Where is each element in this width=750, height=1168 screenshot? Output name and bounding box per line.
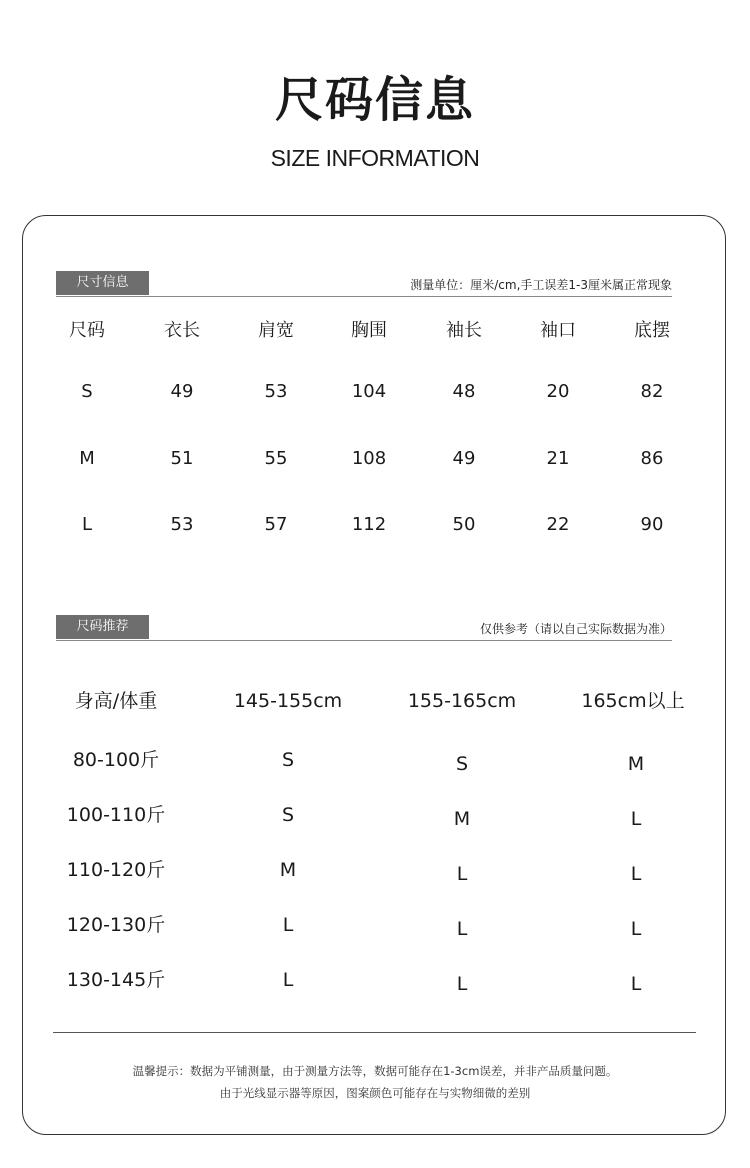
recommend-size-cell: S <box>455 753 469 775</box>
size-table-cell: 90 <box>640 514 664 535</box>
recommend-size-cell: M <box>453 808 471 830</box>
size-table-header: 衣长 <box>164 320 200 341</box>
size-info-tag: 尺寸信息 <box>56 271 149 295</box>
recommend-size-cell: S <box>281 804 295 826</box>
page-title: 尺码信息 <box>274 72 475 128</box>
size-table-cell: 21 <box>546 448 570 469</box>
measurement-note: 测量单位：厘米/cm,手工误差1-3厘米属正常现象 <box>410 278 672 292</box>
size-table-cell: 57 <box>264 514 288 535</box>
recommend-size-cell: L <box>630 863 642 885</box>
footer-divider <box>53 1032 696 1033</box>
size-table-cell: 48 <box>452 381 476 402</box>
size-table-cell: M <box>79 448 95 469</box>
size-table-cell: 112 <box>351 514 387 535</box>
page-subtitle: SIZE INFORMATION <box>270 145 480 171</box>
size-table-header: 袖长 <box>446 320 482 341</box>
size-table-cell: L <box>81 514 93 535</box>
size-table-cell: 53 <box>264 381 288 402</box>
size-table-cell: 22 <box>546 514 570 535</box>
divider <box>56 296 672 297</box>
size-table-cell: 50 <box>452 514 476 535</box>
size-table-cell: 49 <box>452 448 476 469</box>
recommend-table-header: 155-165cm <box>407 690 517 712</box>
size-table-cell: 20 <box>546 381 570 402</box>
recommend-table-header: 145-155cm <box>233 690 343 712</box>
recommend-size-cell: S <box>281 749 295 771</box>
size-table-cell: 51 <box>170 448 194 469</box>
recommend-weight-label: 100-110斤 <box>66 804 166 826</box>
size-table-header: 尺码 <box>69 320 105 341</box>
recommend-header <box>56 615 672 641</box>
recommend-size-cell: L <box>456 863 468 885</box>
recommend-table-header: 身高/体重 <box>74 690 158 712</box>
recommend-size-cell: L <box>456 918 468 940</box>
recommend-size-cell: M <box>627 753 645 775</box>
recommend-weight-label: 80-100斤 <box>72 749 160 771</box>
recommend-size-cell: M <box>279 859 297 881</box>
recommend-size-cell: L <box>282 969 294 991</box>
size-table-cell: 53 <box>170 514 194 535</box>
size-table-cell: 49 <box>170 381 194 402</box>
recommend-size-cell: L <box>456 973 468 995</box>
footer-note-2: 由于光线显示器等原因，图案颜色可能存在与实物细微的差别 <box>219 1086 531 1100</box>
recommend-size-cell: L <box>282 914 294 936</box>
size-table-cell: 82 <box>640 381 664 402</box>
footer-note-1: 温馨提示：数据为平铺测量，由于测量方法等，数据可能存在1-3cm误差，并非产品质量问题。 <box>132 1064 618 1078</box>
recommend-weight-label: 110-120斤 <box>66 859 166 881</box>
recommend-size-cell: L <box>630 918 642 940</box>
size-table-header: 袖口 <box>540 320 576 341</box>
recommend-table-header: 165cm以上 <box>581 690 685 712</box>
size-table-cell: 86 <box>640 448 664 469</box>
recommend-weight-label: 120-130斤 <box>66 914 166 936</box>
recommend-note: 仅供参考（请以自己实际数据为准） <box>479 622 672 636</box>
recommend-size-cell: L <box>630 973 642 995</box>
size-table-cell: 108 <box>351 448 387 469</box>
recommend-weight-label: 130-145斤 <box>66 969 166 991</box>
size-table-header: 肩宽 <box>258 320 294 341</box>
size-card <box>22 215 726 1135</box>
recommend-size-cell: L <box>630 808 642 830</box>
size-table-cell: 104 <box>351 381 387 402</box>
size-table-cell: S <box>81 381 93 402</box>
size-table-header: 胸围 <box>351 320 387 341</box>
size-table-header: 底摆 <box>634 320 670 341</box>
recommend-tag: 尺码推荐 <box>56 615 149 639</box>
size-info-header <box>56 271 672 297</box>
size-table-cell: 55 <box>264 448 288 469</box>
divider <box>56 640 672 641</box>
